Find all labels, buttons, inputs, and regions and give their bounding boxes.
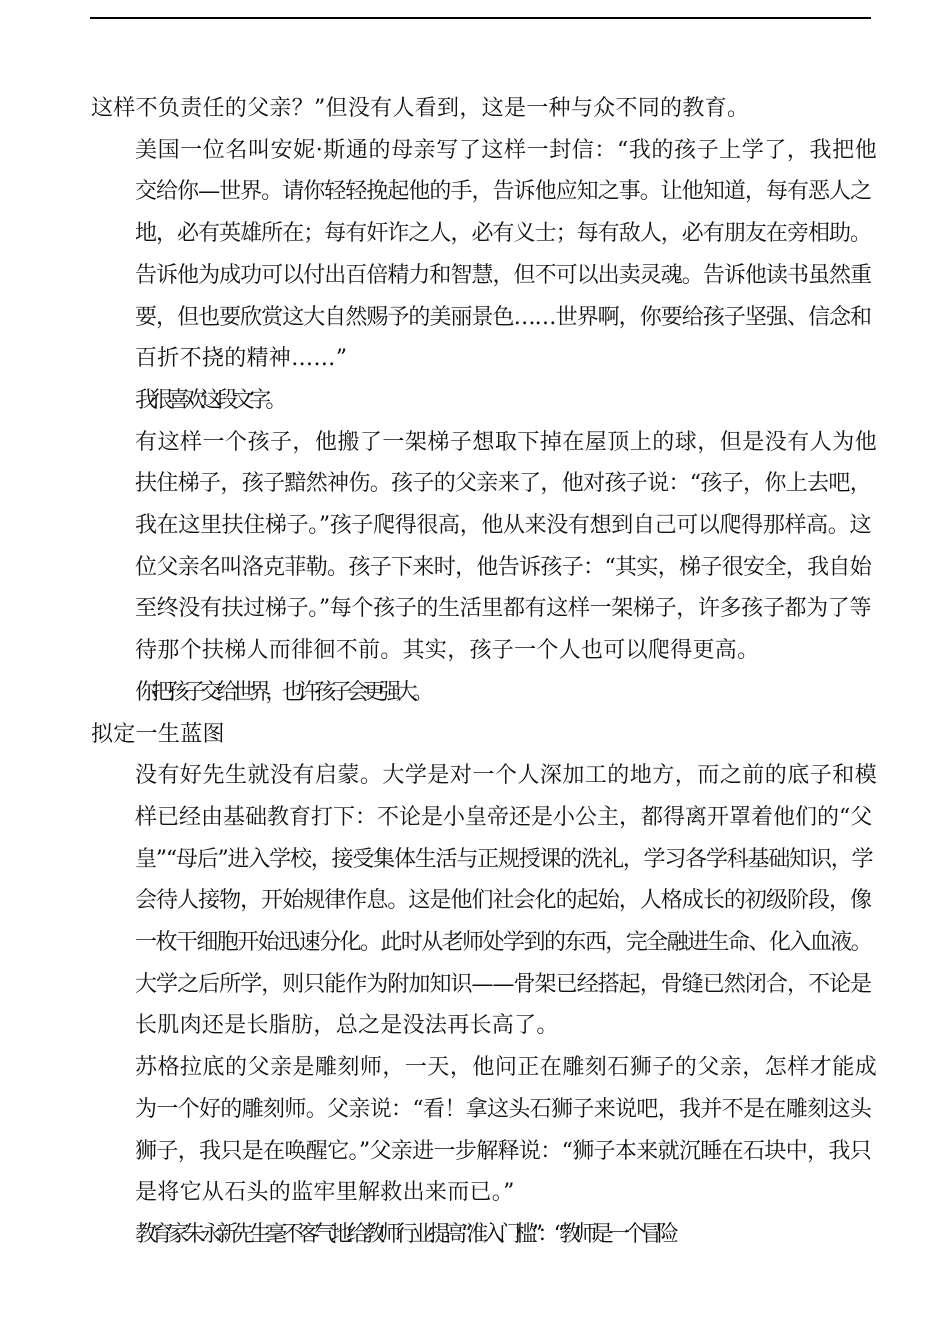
text-line: 样已经由基础教育打下：不论是小皇帝还是小公主，都得离开罩着他们的“父	[135, 804, 873, 830]
text-line: 没有好先生就没有启蒙。大学是对一个人深加工的地方，而之前的底子和模	[135, 763, 871, 789]
text-line: 我很喜欢这段文字。	[135, 387, 282, 413]
text-line: 扶住梯子，孩子黯然神伤。孩子的父亲来了，他对孩子说：“孩子，你上去吧，	[135, 471, 871, 497]
paragraph-p8	[91, 1214, 871, 1256]
text-line: 为一个好的雕刻师。父亲说：“看！拿这头石狮子来说吧，我并不是在雕刻这头	[135, 1096, 871, 1122]
text-line: 要，但也要欣赏这大自然赐予的美丽景色……世界啊，你要给孩子坚强、信念和	[135, 304, 871, 330]
text-line: 会待人接物，开始规律作息。这是他们社会化的起始，人格成长的初级阶段，像	[135, 888, 871, 914]
text-line: 美国一位名叫安妮·斯通的母亲写了这样一封信：“我的孩子上学了，我把他	[135, 137, 871, 163]
text-line: 待那个扶梯人而徘徊不前。其实，孩子一个人也可以爬得更高。	[135, 638, 760, 664]
paragraph-p5	[91, 672, 871, 714]
paragraph-p2	[91, 130, 871, 380]
text-line: 大学之后所学，则只能作为附加知识——骨架已经搭起，骨缝已然闭合，不论是	[135, 971, 871, 997]
document-body	[91, 88, 871, 1256]
section-heading	[91, 714, 871, 756]
paragraph-p1	[91, 88, 871, 130]
text-line: 一枚干细胞开始迅速分化。此时从老师处学到的东西，完全融进生命、化入血液。	[135, 930, 871, 956]
text-line: 百折不挠的精神……”	[135, 346, 348, 372]
text-line: 教育家朱永新先生毫不客气地给教师行业提高“准入门槛”：“教师是一个冒险	[135, 1221, 674, 1247]
text-line: 狮子，我只是在唤醒它。”父亲进一步解释说：“狮子本来就沉睡在石块中，我只	[135, 1138, 871, 1164]
text-line: 交给你—世界。请你轻轻挽起他的手，告诉他应知之事。让他知道，每有恶人之	[135, 179, 871, 205]
text-line: 地，必有英雄所在；每有奸诈之人，必有义士；每有敌人，必有朋友在旁相助。	[135, 221, 871, 247]
text-line: 长肌肉还是长脂肪，总之是没法再长高了。	[135, 1013, 559, 1039]
text-line: 告诉他为成功可以付出百倍精力和智慧，但不可以出卖灵魂。告诉他读书虽然重	[135, 262, 871, 288]
header-rule	[90, 17, 871, 19]
text-line: 你把孩子交给世界，也许孩子会更强大。	[135, 679, 429, 705]
text-line: 是将它从石头的监牢里解救出来而已。”	[135, 1180, 515, 1206]
paragraph-p7	[91, 1047, 871, 1214]
paragraph-p6	[91, 755, 871, 1047]
paragraph-p4	[91, 422, 871, 672]
text-line: 有这样一个孩子，他搬了一架梯子想取下掉在屋顶上的球，但是没有人为他	[135, 429, 871, 455]
text-line: 拟定一生蓝图	[91, 721, 225, 747]
text-line: 这样不负责任的父亲？”但没有人看到，这是一种与众不同的教育。	[91, 96, 750, 121]
text-line: 我在这里扶住梯子。”孩子爬得很高，他从来没有想到自己可以爬得那样高。这	[135, 513, 871, 539]
text-line: 至终没有扶过梯子。”每个孩子的生活里都有这样一架梯子，许多孩子都为了等	[135, 596, 871, 622]
paragraph-p3	[91, 380, 871, 422]
text-line: 皇”“母后”进入学校，接受集体生活与正规授课的洗礼，学习各学科基础知识，学	[135, 846, 873, 872]
text-line: 苏格拉底的父亲是雕刻师，一天，他问正在雕刻石狮子的父亲，怎样才能成	[135, 1055, 871, 1081]
text-line: 位父亲名叫洛克菲勒。孩子下来时，他告诉孩子：“其实，梯子很安全，我自始	[135, 554, 871, 580]
